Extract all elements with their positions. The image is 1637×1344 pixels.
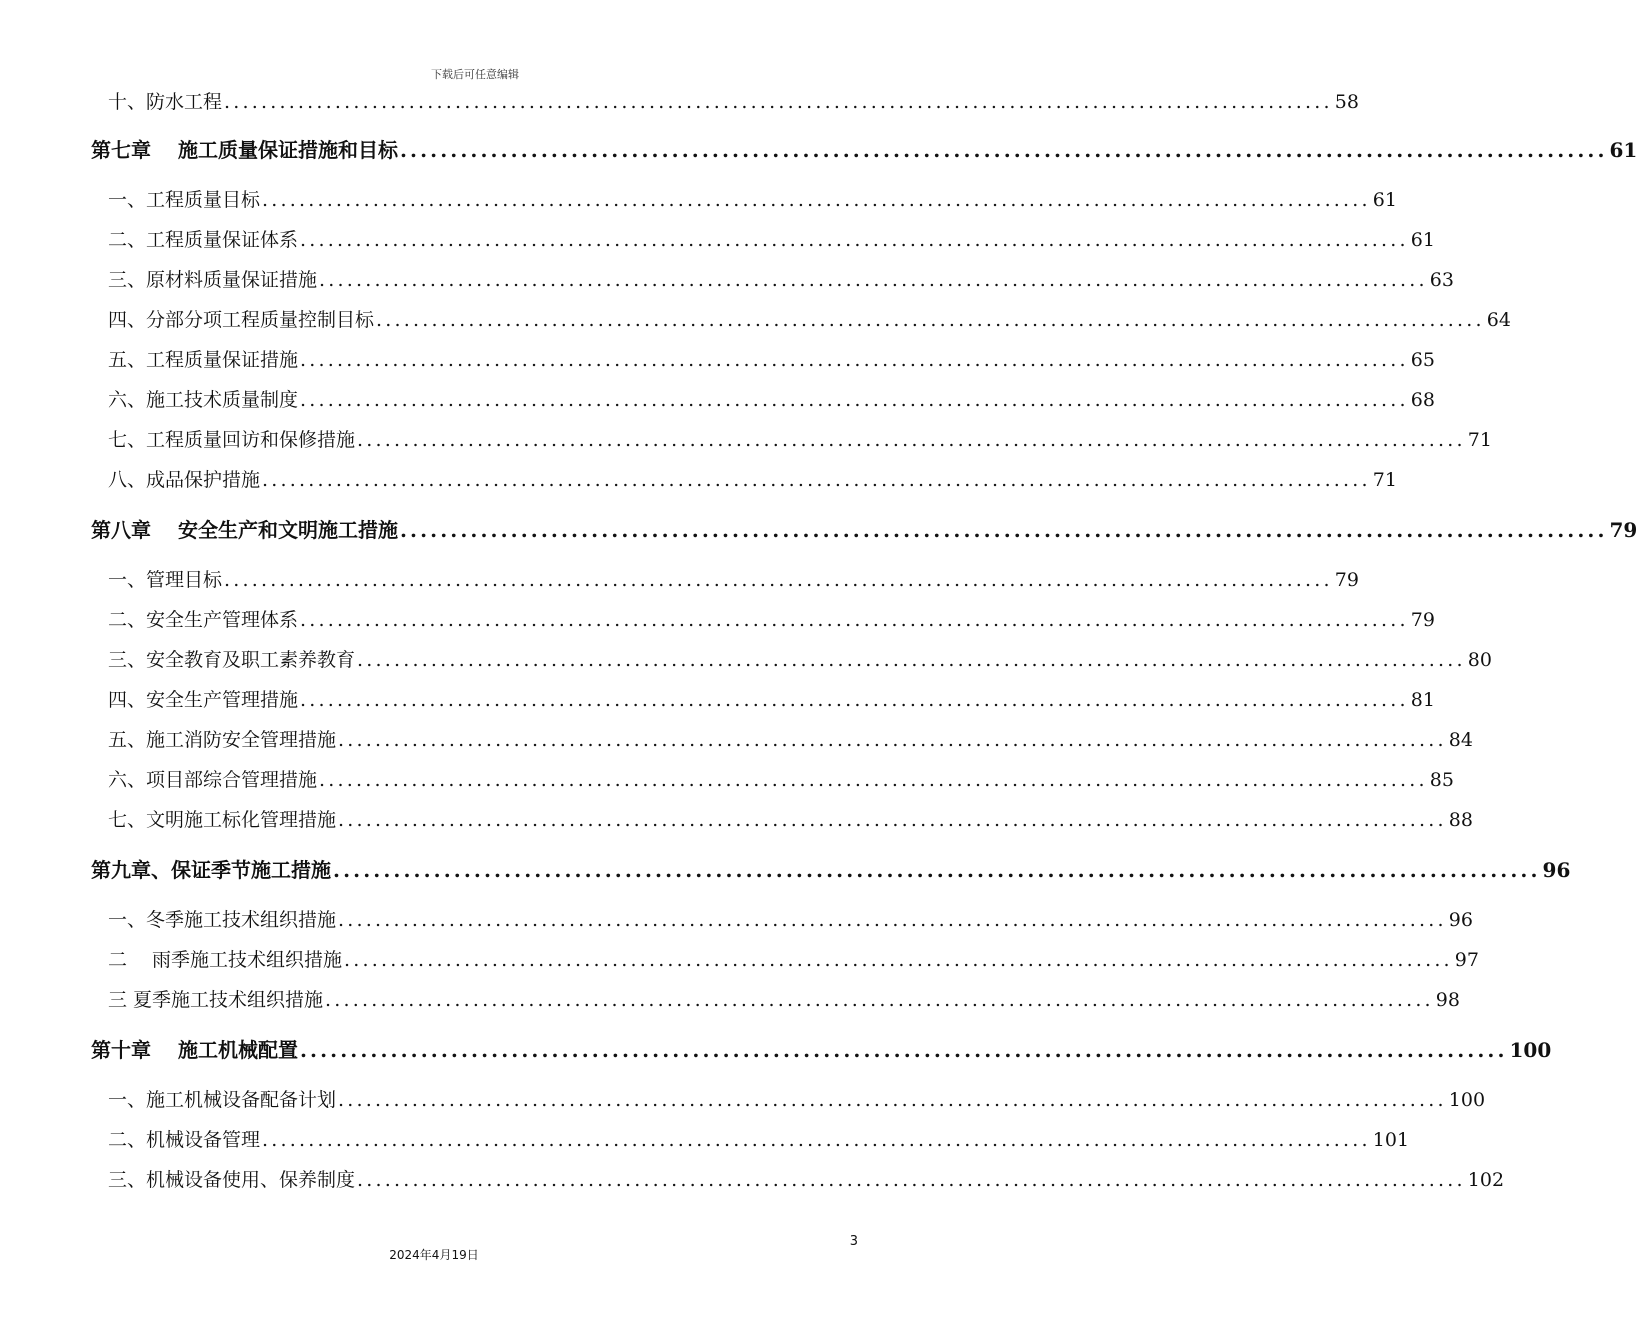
toc-entry-title: 七、工程质量回访和保修措施 <box>108 428 356 451</box>
toc-entry-title: 二、机械设备管理 <box>108 1128 261 1151</box>
toc-entry[interactable] <box>0 678 1435 718</box>
toc-entry-title: 五、施工消防安全管理措施 <box>108 728 337 751</box>
toc-entry[interactable] <box>0 978 1460 1018</box>
toc-leader-dots: ........................................................................................................................ <box>319 768 1428 791</box>
toc-leader-dots: ........................................................................................................................ <box>376 308 1485 331</box>
toc-leader-dots: ........................................................................................................................ <box>325 988 1434 1011</box>
toc-leader-dots: ........................................................................................................................ <box>300 348 1409 371</box>
toc-entry[interactable] <box>0 558 1359 598</box>
toc-entry[interactable] <box>0 1118 1410 1158</box>
toc-entry[interactable] <box>0 938 1479 978</box>
toc-entry-title: 二、工程质量保证体系 <box>108 228 299 251</box>
toc-leader-dots: ........................................................................................................................ <box>300 388 1409 411</box>
toc-chapter-entry[interactable] <box>0 848 1571 888</box>
toc-entry[interactable] <box>0 1158 1505 1198</box>
toc-entry-title: 三 夏季施工技术组织措施 <box>108 988 324 1011</box>
toc-entry[interactable] <box>0 338 1435 378</box>
toc-leader-dots: ........................................................................................................................ <box>399 137 1608 162</box>
toc-entry-page: 102 <box>1467 1168 1505 1191</box>
toc-entry-page: 61 <box>1609 137 1637 162</box>
toc-entry[interactable] <box>0 798 1473 838</box>
toc-entry-title: 七、文明施工标化管理措施 <box>108 808 337 831</box>
toc-entry-page: 101 <box>1372 1128 1410 1151</box>
toc-entry[interactable] <box>0 638 1492 678</box>
toc-entry-page: 79 <box>1334 568 1359 591</box>
page-number: 3 <box>849 1234 858 1249</box>
toc-entry-title: 十、防水工程 <box>108 90 223 113</box>
toc-entry-page: 61 <box>1372 188 1397 211</box>
toc-entry-title: 一、管理目标 <box>108 568 223 591</box>
toc-entry-title: 六、项目部综合管理措施 <box>108 768 318 791</box>
toc-leader-dots: ........................................................................................................................ <box>357 1168 1466 1191</box>
toc-entry-page: 63 <box>1429 268 1454 291</box>
toc-leader-dots: ........................................................................................................................ <box>338 728 1447 751</box>
toc-entry-page: 96 <box>1542 857 1571 882</box>
toc-leader-dots: ........................................................................................................................ <box>262 468 1371 491</box>
toc-entry[interactable] <box>0 758 1454 798</box>
toc-leader-dots: ........................................................................................................................ <box>262 188 1371 211</box>
toc-entry-page: 98 <box>1435 988 1460 1011</box>
toc-entry-page: 71 <box>1467 428 1492 451</box>
toc-entry[interactable] <box>0 458 1397 498</box>
toc-leader-dots: ........................................................................................................................ <box>262 1128 1371 1151</box>
toc-entry[interactable] <box>0 218 1435 258</box>
toc-entry-page: 68 <box>1410 388 1435 411</box>
toc-leader-dots: ........................................................................................................................ <box>224 90 1333 113</box>
toc-chapter-entry[interactable] <box>0 1028 1552 1068</box>
toc-entry-page: 84 <box>1448 728 1473 751</box>
toc-leader-dots: ........................................................................................................................ <box>300 608 1409 631</box>
toc-leader-dots: ........................................................................................................................ <box>357 648 1466 671</box>
toc-entry[interactable] <box>0 258 1454 298</box>
toc-chapter-title: 第十章 施工机械配置 <box>91 1037 298 1062</box>
toc-entry-title: 五、工程质量保证措施 <box>108 348 299 371</box>
toc-entry-page: 58 <box>1334 90 1359 113</box>
toc-entry-page: 79 <box>1410 608 1435 631</box>
toc-leader-dots: ........................................................................................................................ <box>300 228 1409 251</box>
toc-entry-page: 71 <box>1372 468 1397 491</box>
toc-entry-page: 65 <box>1410 348 1435 371</box>
toc-entry-title: 四、安全生产管理措施 <box>108 688 299 711</box>
toc-entry[interactable] <box>0 1078 1486 1118</box>
toc-entry-title: 三、原材料质量保证措施 <box>108 268 318 291</box>
toc-entry-page: 88 <box>1448 808 1473 831</box>
footer-date: 2024年4月19日 <box>389 1248 479 1262</box>
toc-entry-page: 64 <box>1486 308 1511 331</box>
toc-leader-dots: ........................................................................................................................ <box>344 948 1453 971</box>
toc-entry-title: 四、分部分项工程质量控制目标 <box>108 308 375 331</box>
toc-entry[interactable] <box>0 378 1435 418</box>
toc-entry-title: 二、安全生产管理体系 <box>108 608 299 631</box>
toc-chapter-entry[interactable] <box>0 128 1637 168</box>
toc-entry-title: 三、机械设备使用、保养制度 <box>108 1168 356 1191</box>
toc-leader-dots: ........................................................................................................................ <box>333 857 1541 882</box>
toc-entry[interactable] <box>0 178 1397 218</box>
toc-entry[interactable] <box>0 298 1511 338</box>
toc-leader-dots: ........................................................................................................................ <box>338 908 1447 931</box>
toc-leader-dots: ........................................................................................................................ <box>399 517 1608 542</box>
toc-leader-dots: ........................................................................................................................ <box>338 808 1447 831</box>
toc-chapter-title: 第九章、保证季节施工措施 <box>91 857 331 882</box>
toc-leader-dots: ........................................................................................................................ <box>338 1088 1447 1111</box>
toc-entry[interactable] <box>0 598 1435 638</box>
toc-entry-page: 61 <box>1410 228 1435 251</box>
toc-entry-title: 一、工程质量目标 <box>108 188 261 211</box>
toc-entry[interactable] <box>0 418 1492 458</box>
toc-entry-title: 三、安全教育及职工素养教育 <box>108 648 356 671</box>
toc-chapter-title: 第七章 施工质量保证措施和目标 <box>91 137 398 162</box>
toc-leader-dots: ........................................................................................................................ <box>357 428 1466 451</box>
toc-entry-title: 六、施工技术质量制度 <box>108 388 299 411</box>
toc-leader-dots: ........................................................................................................................ <box>319 268 1428 291</box>
toc-entry-page: 100 <box>1509 1037 1552 1062</box>
toc-entry-page: 81 <box>1410 688 1435 711</box>
toc-entry-title: 一、冬季施工技术组织措施 <box>108 908 337 931</box>
toc-entry[interactable] <box>0 898 1473 938</box>
toc-entry-page: 97 <box>1454 948 1479 971</box>
toc-chapter-entry[interactable] <box>0 508 1637 548</box>
toc-entry-title: 八、成品保护措施 <box>108 468 261 491</box>
toc-entry[interactable] <box>0 80 1359 120</box>
toc-leader-dots: ........................................................................................................................ <box>299 1037 1508 1062</box>
toc-leader-dots: ........................................................................................................................ <box>224 568 1333 591</box>
toc-entry-page: 80 <box>1467 648 1492 671</box>
toc-entry-page: 96 <box>1448 908 1473 931</box>
toc-entry-page: 100 <box>1448 1088 1486 1111</box>
toc-entry[interactable] <box>0 718 1473 758</box>
page-header: 下载后可任意编辑 <box>431 68 519 81</box>
toc-entry-page: 85 <box>1429 768 1454 791</box>
toc-entry-page: 79 <box>1609 517 1637 542</box>
toc-leader-dots: ........................................................................................................................ <box>300 688 1409 711</box>
toc-entry-title: 二 雨季施工技术组织措施 <box>108 948 343 971</box>
toc-entry-title: 一、施工机械设备配备计划 <box>108 1088 337 1111</box>
toc-chapter-title: 第八章 安全生产和文明施工措施 <box>91 517 398 542</box>
